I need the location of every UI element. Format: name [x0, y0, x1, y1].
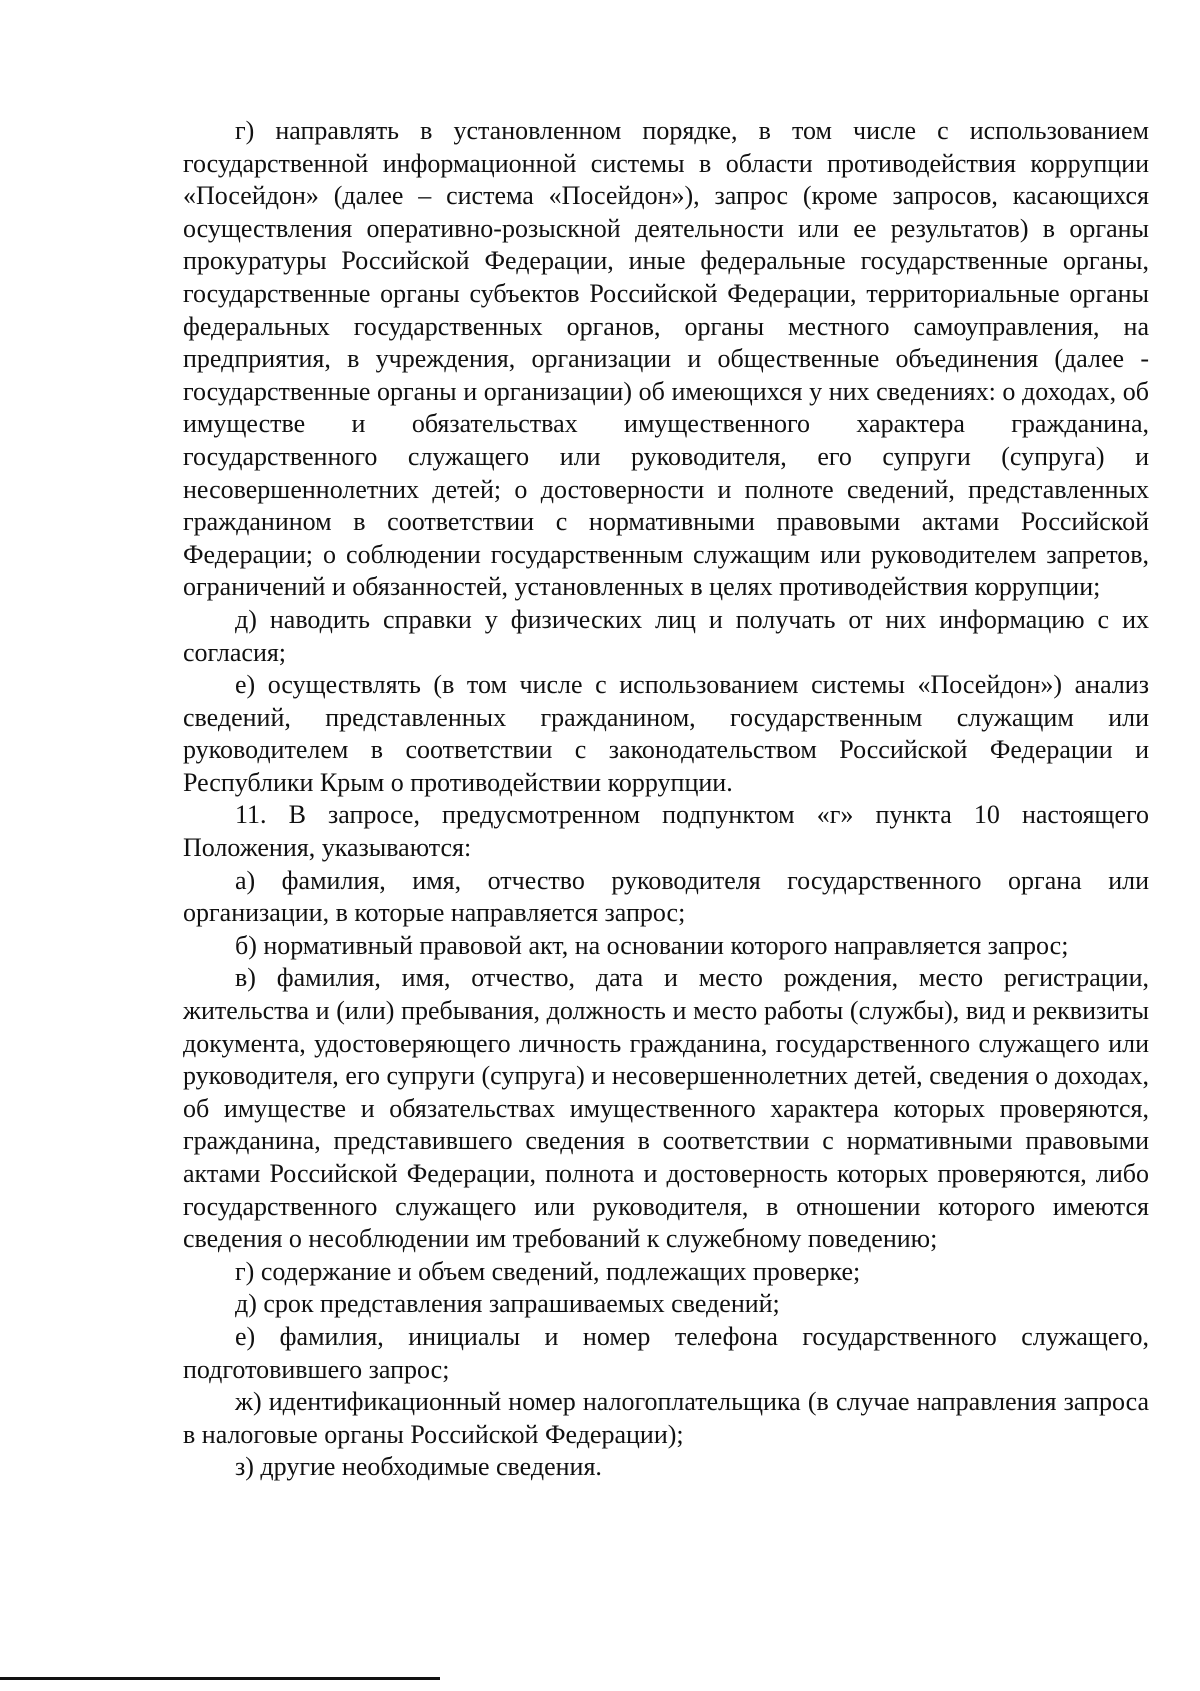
paragraph-11-request-contents: 11. В запросе, предусмотренном подпунктом «г» пункта 10 настоящего Положения, указываются:: [183, 800, 1149, 863]
document-body: [183, 115, 1149, 1484]
paragraph-z-other: з) другие необходимые сведения.: [235, 1452, 602, 1482]
paragraph-b-legal-act: б) нормативный правовой акт, на основании которого направляется запрос;: [235, 930, 1069, 960]
paragraph-g-scope: г) содержание и объем сведений, подлежащих проверке;: [235, 1256, 861, 1286]
paragraph-e-contact: е) фамилия, инициалы и номер телефона государственного служащего, подготовившего запрос;: [183, 1321, 1149, 1384]
paragraph-d-inquiries: д) наводить справки у физических лиц и получать от них информацию с их согласия;: [183, 604, 1149, 667]
paragraph-e-analysis: е) осуществлять (в том числе с использованием системы «Посейдон») анализ сведений, представленных гражданином, государственным служащим или руководителем в соответствии с законодательством Российской Федерации и Республики Крым о противодействии коррупции.: [183, 670, 1149, 797]
paragraph-d-deadline: д) срок представления запрашиваемых сведений;: [235, 1289, 780, 1319]
paragraph-g-request: г) направлять в установленном порядке, в том числе с использованием государственной информационной системы в области противодействия коррупции «Посейдон» (далее – система «Посейдон»), запрос (кроме запросов, касающихся осуществления оперативно-розыскной деятельности или ее результатов) в органы прокуратуры Российской Федерации, иные федеральные государственные органы, государственные органы субъектов Российской Федерации, территориальные органы федеральных государственных органов, органы местного самоуправления, на предприятия, в учреждения, организации и общественные объединения (далее - государственные органы и организации) об имеющихся у них сведениях: о доходах, об имуществе и обязательствах имущественного характера гражданина, государственного служащего или руководителя, его супруги (супруга) и несовершеннолетних детей; о достоверности и полноте сведений, представленных гражданином в соответствии с нормативными правовыми актами Российской Федерации; о соблюдении государственным служащим или руководителем запретов, ограничений и обязанностей, установленных в целях противодействия коррупции;: [183, 116, 1149, 602]
paragraph-zh-tax-id: ж) идентификационный номер налогоплательщика (в случае направления запроса в налоговые органы Российской Федерации);: [183, 1387, 1149, 1449]
footer-rule: [0, 1677, 440, 1680]
paragraph-v-person-details: в) фамилия, имя, отчество, дата и место рождения, место регистрации, жительства и (или) пребывания, должность и место работы (службы), вид и реквизиты документа, удостоверяющего личность гражданина, государственного служащего или руководителя, его супруги (супруга) и несовершеннолетних детей, сведения о доходах, об имуществе и обязательствах имущественного характера которых проверяются, гражданина, представившего сведения в соответствии с нормативными правовыми актами Российской Федерации, полнота и достоверность которых проверяются, либо государственного служащего или руководителя, в отношении которого имеются сведения о несоблюдении им требований к служебному поведению;: [183, 963, 1149, 1254]
paragraph-a-head-name: а) фамилия, имя, отчество руководителя государственного органа или организации, в которые направляется запрос;: [183, 865, 1149, 928]
